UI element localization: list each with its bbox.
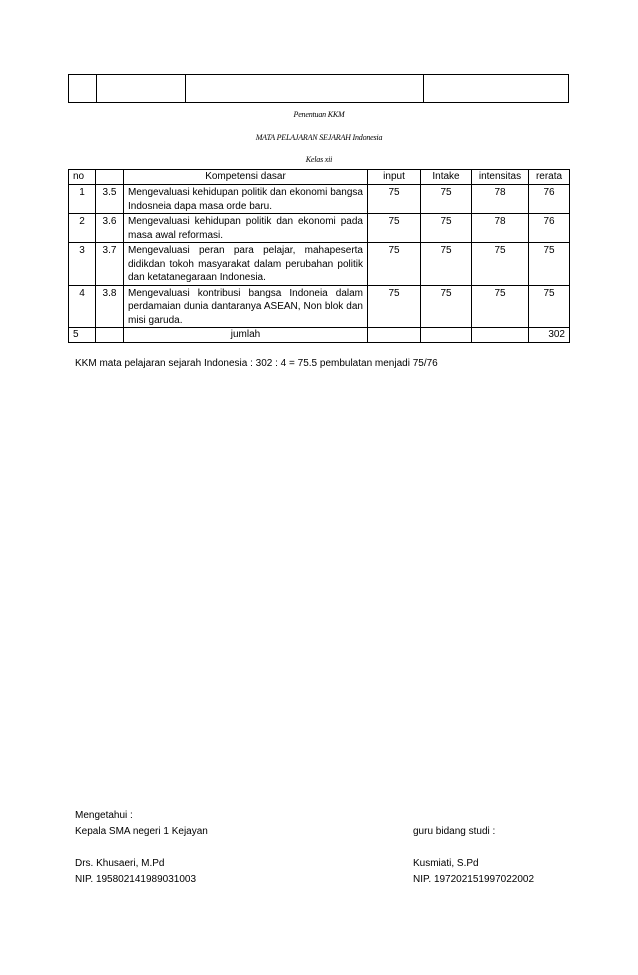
row-kd: 3.8 xyxy=(96,285,124,328)
row-input: 75 xyxy=(368,285,421,328)
empty-cell xyxy=(69,75,97,103)
row-kd: 3.5 xyxy=(96,185,124,214)
empty-cell xyxy=(97,75,186,103)
table-row xyxy=(69,285,570,328)
acknowledged-label: Mengetahui : xyxy=(75,810,133,821)
total-intensity xyxy=(472,328,529,343)
table-row xyxy=(69,185,570,214)
row-average: 75 xyxy=(529,285,570,328)
principal-nip: NIP. 195802141989031003 xyxy=(75,874,197,885)
header-competence: Kompetensi dasar xyxy=(124,170,368,185)
total-intake xyxy=(421,328,472,343)
total-label: jumlah xyxy=(124,328,368,343)
principal-role: Kepala SMA negeri 1 Kejayan xyxy=(75,826,208,837)
row-no: 2 xyxy=(69,214,96,243)
row-intake: 75 xyxy=(421,285,472,328)
row-input: 75 xyxy=(368,214,421,243)
empty-cell xyxy=(186,75,424,103)
total-input xyxy=(368,328,421,343)
row-input: 75 xyxy=(368,243,421,286)
header-intensity: intensitas xyxy=(472,170,529,185)
row-no: 1 xyxy=(69,185,96,214)
header-no: no xyxy=(69,170,96,185)
kkm-table xyxy=(68,169,570,343)
kkm-summary: KKM mata pelajaran sejarah Indonesia : 302 : 4 = 75.5 pembulatan menjadi 75/76 xyxy=(75,358,438,369)
row-competence: Mengevaluasi kontribusi bangsa Indoneia dalam perdamaian dunia dantaranya ASEAN, Non blok dan misi garuda. xyxy=(124,285,368,328)
table-total-row xyxy=(69,328,570,343)
header-intake: Intake xyxy=(421,170,472,185)
header-kd xyxy=(96,170,124,185)
row-intake: 75 xyxy=(421,185,472,214)
header-average: rerata xyxy=(529,170,570,185)
row-kd: 3.6 xyxy=(96,214,124,243)
row-intake: 75 xyxy=(421,243,472,286)
row-intensity: 75 xyxy=(472,285,529,328)
table-row xyxy=(69,243,570,286)
table-row xyxy=(69,214,570,243)
row-competence: Mengevaluasi peran para pelajar, mahapeserta didikdan tokoh masyarakat dalam perubahan politik dan ketatanegaraan Indonesia. xyxy=(124,243,368,286)
table-header-row xyxy=(69,170,570,185)
row-average: 76 xyxy=(529,214,570,243)
row-intensity: 78 xyxy=(472,185,529,214)
row-no: 3 xyxy=(69,243,96,286)
total-kd xyxy=(96,328,124,343)
principal-name: Drs. Khusaeri, M.Pd xyxy=(75,858,165,869)
empty-header-table xyxy=(68,74,569,103)
class-label: Kelas xii xyxy=(305,155,333,164)
teacher-name: Kusmiati, S.Pd xyxy=(413,858,479,869)
row-competence: Mengevaluasi kehidupan politik dan ekonomi pada masa awal reformasi. xyxy=(124,214,368,243)
total-no: 5 xyxy=(69,328,96,343)
teacher-nip: NIP. 197202151997022002 xyxy=(413,874,535,885)
row-competence: Mengevaluasi kehidupan politik dan ekonomi bangsa Indosneia dapa masa orde baru. xyxy=(124,185,368,214)
header-input: input xyxy=(368,170,421,185)
row-no: 4 xyxy=(69,285,96,328)
row-average: 76 xyxy=(529,185,570,214)
row-kd: 3.7 xyxy=(96,243,124,286)
row-average: 75 xyxy=(529,243,570,286)
row-input: 75 xyxy=(368,185,421,214)
teacher-role: guru bidang studi : xyxy=(413,826,496,837)
total-average: 302 xyxy=(529,328,570,343)
document-title: Penentuan KKM xyxy=(293,110,345,119)
row-intensity: 78 xyxy=(472,214,529,243)
empty-cell xyxy=(424,75,569,103)
subject-title: MATA PELAJARAN SEJARAH Indonesia xyxy=(255,133,383,142)
row-intensity: 75 xyxy=(472,243,529,286)
row-intake: 75 xyxy=(421,214,472,243)
